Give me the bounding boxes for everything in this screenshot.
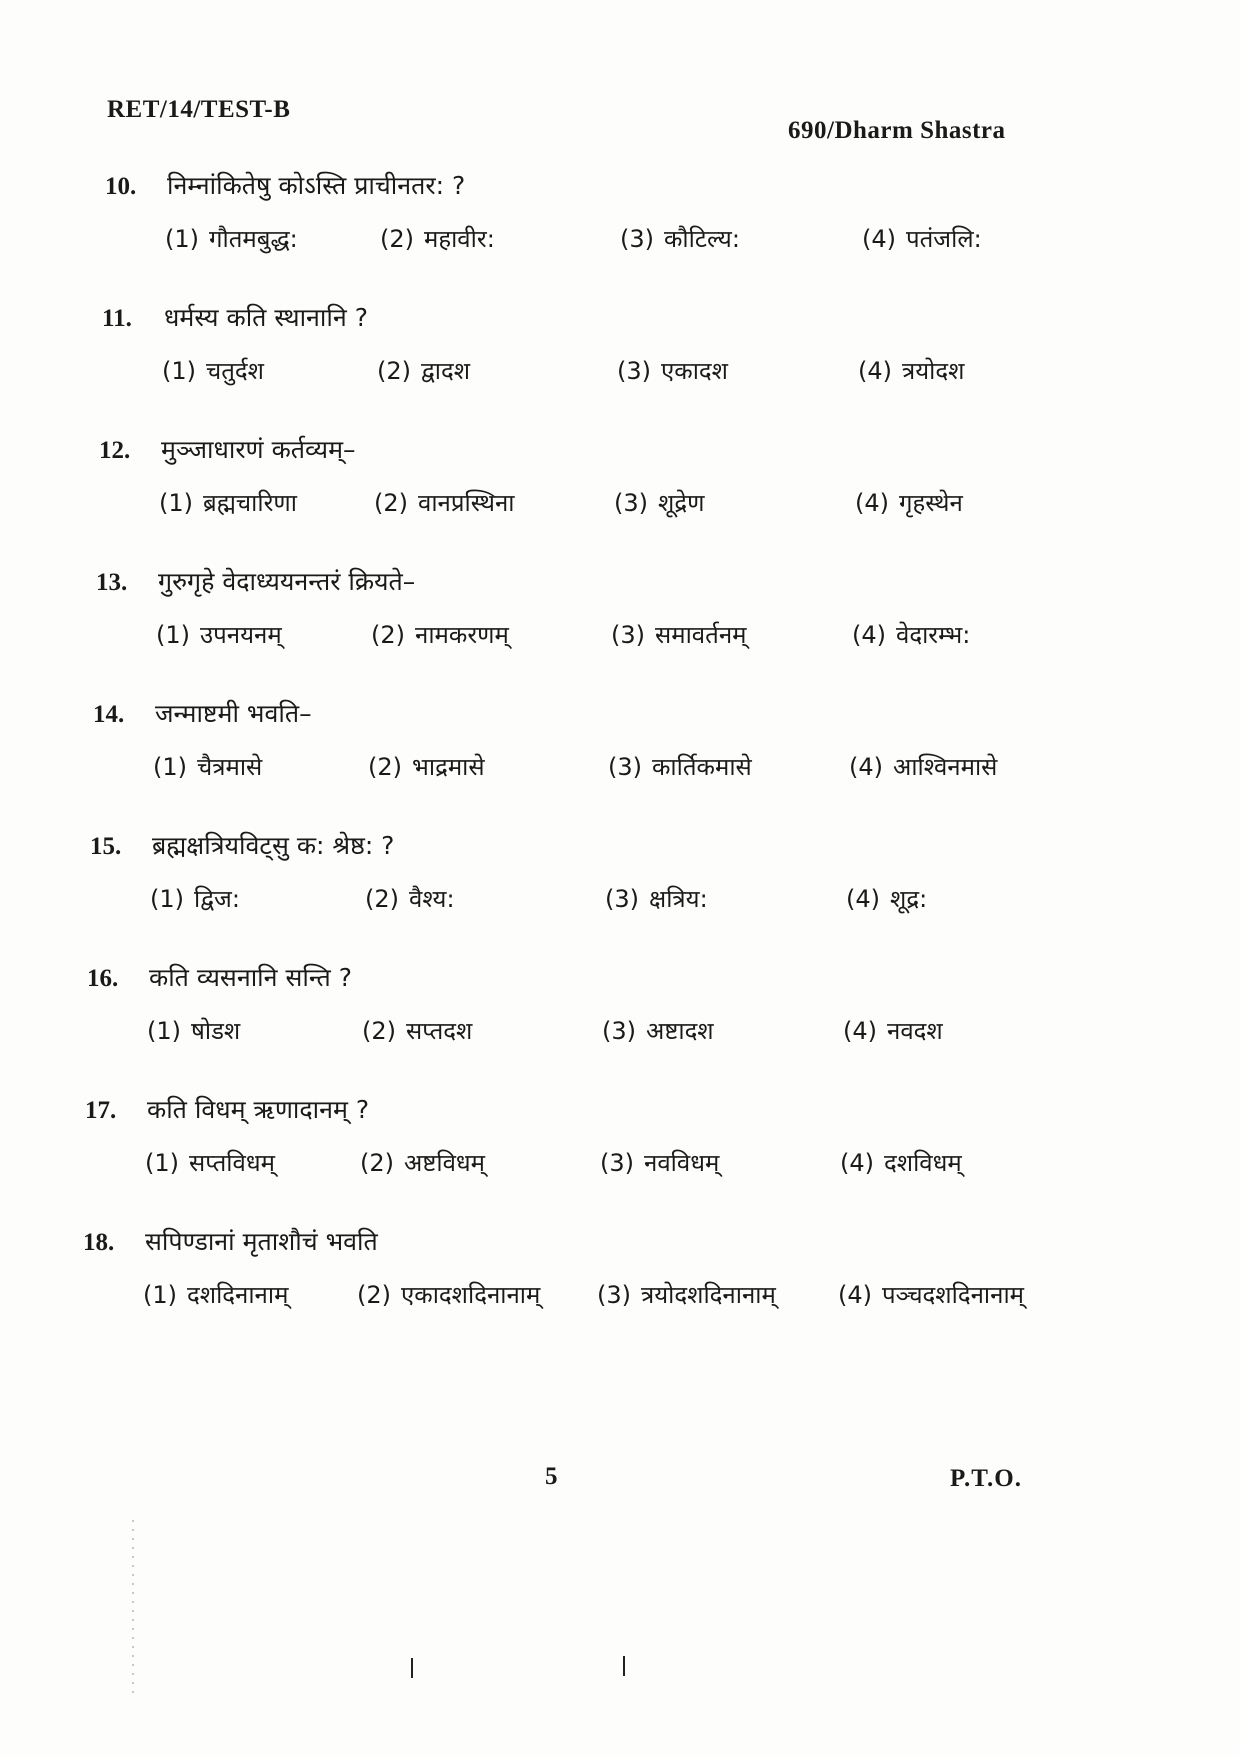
option-1: (1) उपनयनम् (156, 621, 282, 649)
option-1: (1) षोडश (147, 1017, 241, 1045)
option-4: (4) गृहस्थेन (855, 489, 963, 517)
options-row (0, 1146, 1240, 1186)
question-text: निम्नांकितेषु कोऽस्ति प्राचीनतर: ? (167, 171, 466, 200)
option-3: (3) कौटिल्य: (620, 225, 740, 253)
option-1: (1) द्विज: (150, 885, 240, 913)
question-text: धर्मस्य कति स्थानानि ? (164, 303, 368, 332)
option-2: (2) वानप्रस्थिना (374, 489, 515, 517)
question-item (0, 432, 1240, 562)
options-row (0, 222, 1240, 262)
option-2: (2) सप्तदश (362, 1017, 473, 1045)
option-4: (4) दशविधम् (840, 1149, 962, 1177)
question-item (0, 168, 1240, 298)
option-1: (1) ब्रह्मचारिणा (159, 489, 297, 517)
option-1: (1) सप्तविधम् (145, 1149, 275, 1177)
option-2: (2) महावीर: (380, 225, 495, 253)
option-4: (4) आश्विनमासे (849, 753, 998, 781)
question-item (0, 828, 1240, 958)
fold-mark-left (411, 1658, 413, 1678)
question-text: कति विधम् ऋणादानम् ? (147, 1095, 370, 1124)
option-4: (4) नवदश (843, 1017, 943, 1045)
option-3: (3) त्रयोदशदिनानाम् (597, 1281, 776, 1309)
options-row (0, 354, 1240, 394)
options-row (0, 882, 1240, 922)
option-1: (1) दशदिनानाम् (143, 1281, 289, 1309)
question-text: ब्रह्मक्षत्रियविट्सु क: श्रेष्ठ: ? (152, 831, 395, 860)
margin-scan-marks (132, 1520, 134, 1700)
question-number: 16. (87, 965, 119, 992)
question-number: 11. (102, 305, 132, 332)
question-number: 10. (105, 173, 137, 200)
option-2: (2) वैश्य: (365, 885, 455, 913)
page-number: 5 (545, 1463, 558, 1490)
option-2: (2) भाद्रमासे (368, 753, 485, 781)
question-item (0, 1092, 1240, 1222)
question-number: 17. (85, 1097, 117, 1124)
option-4: (4) पतंजलि: (862, 225, 982, 253)
options-row (0, 750, 1240, 790)
question-number: 12. (99, 437, 131, 464)
option-3: (3) समावर्तनम् (611, 621, 747, 649)
option-2: (2) एकादशदिनानाम् (357, 1281, 541, 1309)
question-text: कति व्यसनानि सन्ति ? (149, 963, 353, 992)
question-number: 18. (83, 1229, 115, 1256)
option-3: (3) कार्तिकमासे (608, 753, 752, 781)
option-3: (3) नवविधम् (600, 1149, 720, 1177)
question-item (0, 300, 1240, 430)
subject-code: 690/Dharm Shastra (788, 117, 1006, 144)
options-row (0, 1278, 1240, 1318)
pto-label: P.T.O. (950, 1465, 1022, 1492)
options-row (0, 618, 1240, 658)
option-4: (4) वेदारम्भ: (852, 621, 971, 649)
question-text: गुरुगृहे वेदाध्ययनन्तरं क्रियते– (158, 567, 416, 596)
option-3: (3) क्षत्रिय: (605, 885, 708, 913)
option-2: (2) नामकरणम् (371, 621, 509, 649)
question-item (0, 1224, 1240, 1354)
question-item (0, 960, 1240, 1090)
option-3: (3) एकादश (617, 357, 728, 385)
question-text: मुञ्जाधारणं कर्तव्यम्– (161, 435, 356, 464)
options-row (0, 486, 1240, 526)
paper-code: RET/14/TEST-B (107, 96, 291, 123)
option-3: (3) अष्टादश (602, 1017, 714, 1045)
question-number: 14. (93, 701, 125, 728)
option-4: (4) त्रयोदश (858, 357, 965, 385)
option-4: (4) पञ्चदशदिनानाम् (838, 1281, 1025, 1309)
options-row (0, 1014, 1240, 1054)
option-2: (2) द्वादश (377, 357, 471, 385)
option-1: (1) चतुर्दश (162, 357, 264, 385)
option-2: (2) अष्टविधम् (360, 1149, 486, 1177)
question-number: 15. (90, 833, 122, 860)
question-item (0, 564, 1240, 694)
question-number: 13. (96, 569, 128, 596)
option-4: (4) शूद्र: (846, 885, 928, 913)
question-text: जन्माष्टमी भवति– (155, 699, 312, 728)
question-item (0, 696, 1240, 826)
fold-mark-right (623, 1656, 625, 1676)
option-1: (1) चैत्रमासे (153, 753, 263, 781)
option-1: (1) गौतमबुद्ध: (165, 225, 298, 253)
question-text: सपिण्डानां मृताशौचं भवति (145, 1227, 378, 1256)
option-3: (3) शूद्रेण (614, 489, 705, 517)
